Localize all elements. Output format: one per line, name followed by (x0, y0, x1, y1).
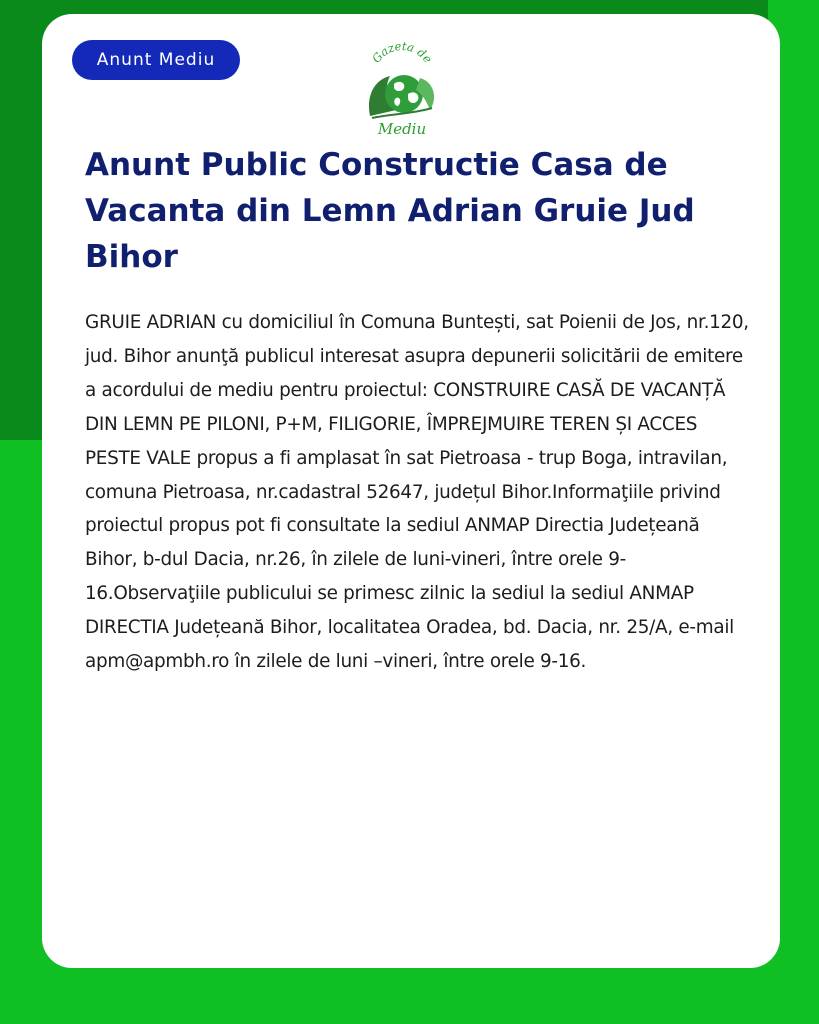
logo-text-bottom: Mediu (377, 120, 427, 138)
svg-text:Gazeta de (369, 39, 435, 66)
globe-leaf-icon (360, 38, 444, 138)
logo-text-top: Gazeta de (369, 38, 436, 66)
announcement-card (42, 14, 780, 968)
article-body: GRUIE ADRIAN cu domiciliul în Comuna Buntești, sat Poienii de Jos, nr.120, jud. Bihor anunţă publicul interesat asupra depunerii solicitării de emitere a acordului de mediu pentru proiectul: CONSTRUIRE CASĂ DE VACANȚĂ DIN LEMN PE PILONI, P+M, FILIGORIE, ÎMPREJMUIRE TEREN ȘI ACCES PESTE VALE propus a fi amplasat în sat Pietroasa - trup Boga, intravilan, comuna Pietroasa, nr.cadastral 52647, județul Bihor.Informaţiile privind proiectul propus pot fi consultate la sediul ANMAP Directia Județeană Bihor, b-dul Dacia, nr.26, în zilele de luni-vineri, între orele 9-16.Observaţiile publicului se primesc zilnic la sediul la sediul ANMAP DIRECTIA Județeană Bihor, localitatea Oradea, bd. Dacia, nr. 25/A, e-mail apm@apmbh.ro în zilele de luni –vineri, între orele 9-16. (85, 312, 749, 673)
article-title: Anunt Public Constructie Casa de Vacanta din Lemn Adrian Gruie Jud Bihor (85, 147, 695, 275)
category-badge[interactable]: Anunt Mediu (72, 40, 240, 80)
